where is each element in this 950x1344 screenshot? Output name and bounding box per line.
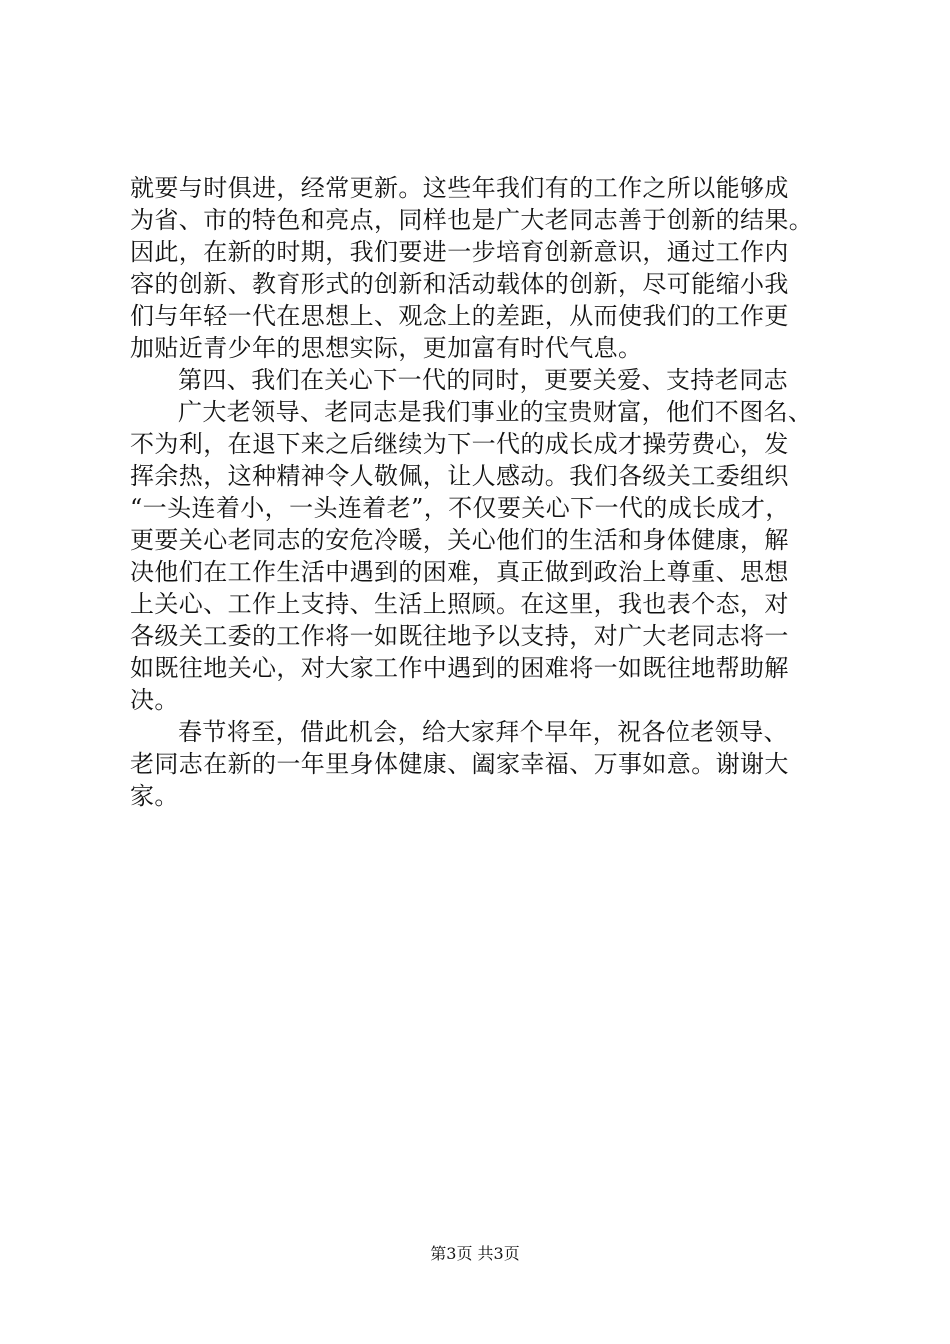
text-line: 就要与时俱进，经常更新。这些年我们有的工作之所以能够成 (130, 174, 789, 202)
text-line: 家。 (130, 782, 179, 810)
text-line: 更要关心老同志的安危冷暖，关心他们的生活和身体健康，解 (130, 526, 789, 554)
text-line: 加贴近青少年的思想实际，更加富有时代气息。 (130, 334, 643, 362)
text-line: 各级关工委的工作将一如既往地予以支持，对广大老同志将一 (130, 622, 789, 650)
text-line: 因此，在新的时期，我们要进一步培育创新意识，通过工作内 (130, 238, 789, 266)
text-line: 上关心、工作上支持、生活上照顾。在这里，我也表个态，对 (130, 590, 789, 618)
text-line: 为省、市的特色和亮点，同样也是广大老同志善于创新的结果。 (130, 206, 814, 234)
text-line: 如既往地关心，对大家工作中遇到的困难将一如既往地帮助解 (130, 654, 789, 682)
text-line: 们与年轻一代在思想上、观念上的差距，从而使我们的工作更 (130, 302, 789, 330)
text-line: 容的创新、教育形式的创新和活动载体的创新，尽可能缩小我 (130, 270, 789, 298)
text-line: 决。 (130, 686, 179, 714)
text-line: 决他们在工作生活中遇到的困难，真正做到政治上尊重、思想 (130, 558, 789, 586)
text-line: “一头连着小，一头连着老”，不仅要关心下一代的成长成才， (130, 494, 790, 522)
text-line: 挥余热，这种精神令人敬佩，让人感动。我们各级关工委组织 (130, 462, 789, 490)
text-line: 不为利，在退下来之后继续为下一代的成长成才操劳费心，发 (130, 430, 789, 458)
page-number-footer: 第3页 共3页 (430, 1244, 520, 1263)
text-line: 老同志在新的一年里身体健康、阖家幸福、万事如意。谢谢大 (130, 750, 789, 778)
paragraph-start-line: 春节将至，借此机会，给大家拜个早年，祝各位老领导、 (178, 718, 788, 746)
section-heading: 第四、我们在关心下一代的同时，更要关爱、支持老同志 (178, 366, 788, 394)
document-body (130, 172, 830, 812)
paragraph-start-line: 广大老领导、老同志是我们事业的宝贵财富，他们不图名、 (178, 398, 813, 426)
